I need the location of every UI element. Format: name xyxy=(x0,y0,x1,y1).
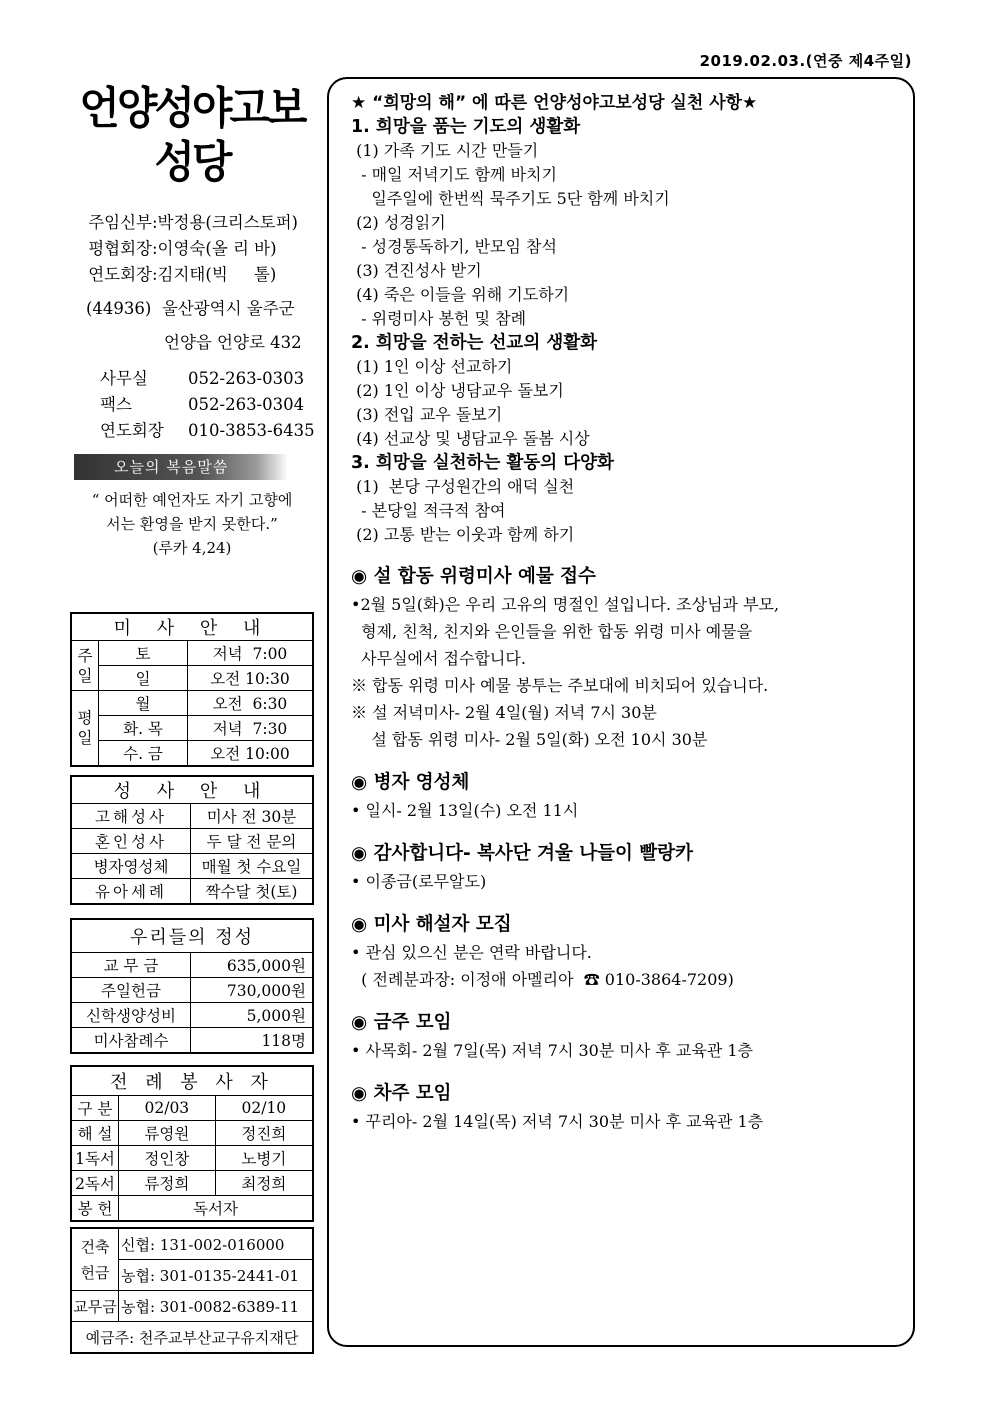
list-item: (2) 고통 받는 이웃과 함께 하기 xyxy=(351,525,575,544)
liturgy-person: 독서자 xyxy=(119,1196,314,1222)
building-fund-label: 건축 헌금 xyxy=(71,1228,119,1291)
table-row xyxy=(71,741,313,767)
offering-value: 730,000원 xyxy=(191,978,314,1003)
table-row xyxy=(71,1096,313,1121)
notice-title: ◉ 감사합니다- 복사단 겨울 나들이 빨랑카 xyxy=(351,843,693,864)
list-item: (1) 1인 이상 선교하기 xyxy=(351,357,513,376)
parish-logo xyxy=(76,82,308,190)
list-item: (3) 전입 교우 돌보기 xyxy=(351,405,503,424)
offering-name: 신학생양성비 xyxy=(71,1003,191,1028)
issue-date: 2019.02.03.(연중 제4주일) xyxy=(699,52,912,70)
contact-label: 연도회장 xyxy=(100,421,164,440)
list-item: (3) 견진성사 받기 xyxy=(351,261,482,280)
liturgy-person: 최정희 xyxy=(215,1171,313,1196)
mass-group-label xyxy=(71,691,99,767)
table-row xyxy=(71,879,313,905)
group-text: 주일 xyxy=(77,646,93,685)
tithe-label: 교무금 xyxy=(71,1291,119,1322)
mass-title: 미 사 안 내 xyxy=(71,613,313,641)
liturgy-key: 봉 헌 xyxy=(71,1196,119,1222)
contact-row xyxy=(70,418,314,444)
gospel-reference: (루카 4,24) xyxy=(152,539,232,557)
list-item: - 성경통독하기, 반모임 참석 xyxy=(351,237,557,256)
mass-time: 저녁 7:30 xyxy=(188,716,314,741)
table-row xyxy=(71,1121,313,1146)
sacrament-table xyxy=(70,775,314,905)
table-row xyxy=(71,1003,313,1028)
contact-row xyxy=(70,392,314,418)
list-item: - 본당일 적극적 참여 xyxy=(351,501,506,520)
sacrament-value: 매월 첫 수요일 xyxy=(191,854,314,879)
contacts xyxy=(70,366,314,444)
logo-line-1: 언양성야고보 xyxy=(79,83,305,134)
contact-value: 010-3853-6435 xyxy=(188,421,315,440)
table-row xyxy=(71,666,313,691)
staff-row xyxy=(70,236,314,262)
sacrament-value: 두 달 전 문의 xyxy=(191,829,314,854)
notice-section xyxy=(351,840,901,895)
table-row xyxy=(71,1291,313,1322)
list-item: (1) 가족 기도 시간 만들기 xyxy=(351,141,539,160)
staff-label: 평협회장 xyxy=(88,239,152,258)
staff-label: 주임신부 xyxy=(88,213,152,232)
sacrament-name: 혼인성사 xyxy=(71,829,191,854)
practice-list-3 xyxy=(351,475,901,547)
gospel-title: 오늘의 복음말씀 xyxy=(74,454,288,480)
account-number: 신협: 131-002-016000 xyxy=(119,1228,314,1260)
practice-list-1 xyxy=(351,139,901,331)
staff-value: :이영숙(올 리 바) xyxy=(152,239,277,258)
liturgy-key: 구 분 xyxy=(71,1096,119,1121)
list-item: (1) 본당 구성원간의 애덕 실천 xyxy=(351,477,575,496)
mass-schedule-table xyxy=(70,612,314,767)
contact-value: 052-263-0304 xyxy=(188,395,305,414)
liturgy-person: 노병기 xyxy=(215,1146,313,1171)
offering-title: 우리들의 정성 xyxy=(71,919,313,953)
sacrament-value: 미사 전 30분 xyxy=(191,804,314,829)
liturgy-date: 02/03 xyxy=(119,1096,216,1121)
staff-value: :김지태(빅 톨) xyxy=(152,265,277,284)
table-row xyxy=(71,854,313,879)
list-item: (2) 성경읽기 xyxy=(351,213,446,232)
list-item: (4) 선교상 및 냉담교우 돌봄 시상 xyxy=(351,429,590,448)
mass-day: 일 xyxy=(99,666,188,691)
liturgy-person: 정인창 xyxy=(119,1146,216,1171)
table-row xyxy=(71,1171,313,1196)
mass-day: 월 xyxy=(99,691,188,716)
notice-title: ◉ 미사 해설자 모집 xyxy=(351,914,512,935)
contact-label: 팩스 xyxy=(100,395,132,414)
notice-line: ( 전례분과장: 이정애 아멜리아 ☎ 010-3864-7209) xyxy=(351,970,734,989)
sacrament-name: 유아세례 xyxy=(71,879,191,905)
liturgy-date: 02/10 xyxy=(215,1096,313,1121)
sacrament-name: 고해성사 xyxy=(71,804,191,829)
liturgy-person: 류정희 xyxy=(119,1171,216,1196)
staff-row xyxy=(70,210,314,236)
staff-value: :박정용(크리스토퍼) xyxy=(152,213,298,232)
table-row xyxy=(71,953,313,978)
group-text: 평일 xyxy=(77,709,93,747)
notice-line: •2월 5일(화)은 우리 고유의 명절인 설입니다. 조상님과 부모, xyxy=(351,595,780,614)
notice-title: ◉ 설 합동 위령미사 예물 접수 xyxy=(351,566,596,587)
gospel-line: “ 어떠한 예언자도 자기 고향에 xyxy=(91,491,293,509)
mass-day: 토 xyxy=(99,641,188,666)
notice-title: ◉ 차주 모임 xyxy=(351,1083,452,1104)
notice-title: ◉ 병자 영성체 xyxy=(351,772,470,793)
table-row xyxy=(71,691,313,716)
notice-line: • 일시- 2월 13일(수) 오전 11시 xyxy=(351,801,579,820)
announcement-box xyxy=(327,77,915,1347)
notice-line: • 이종금(로무알도) xyxy=(351,872,487,891)
announcement-content xyxy=(351,91,901,1135)
contact-row xyxy=(70,366,314,392)
contact-label: 사무실 xyxy=(100,369,148,388)
notice-section xyxy=(351,563,901,753)
list-item: - 위령미사 봉헌 및 참례 xyxy=(351,309,527,328)
notice-line: ※ 합동 위령 미사 예물 봉투는 주보대에 비치되어 있습니다. xyxy=(351,676,769,695)
mass-day: 화. 목 xyxy=(99,716,188,741)
table-row xyxy=(71,716,313,741)
list-item: 일주일에 한번씩 묵주기도 5단 함께 바치기 xyxy=(351,189,670,208)
sacrament-title: 성 사 안 내 xyxy=(71,776,313,804)
account-holder: 예금주: 천주교부산교구유지재단 xyxy=(71,1322,313,1354)
mass-time: 오전 10:00 xyxy=(188,741,314,767)
practice-list-2 xyxy=(351,355,901,451)
notice-line: 형제, 친척, 친지와 은인들을 위한 합동 위령 미사 예물을 xyxy=(351,622,753,641)
practice-heading-3: 3. 희망을 실천하는 활동의 다양화 xyxy=(351,453,614,473)
practice-heading-2: 2. 희망을 전하는 선교의 생활화 xyxy=(351,333,598,353)
offering-name: 교 무 금 xyxy=(71,953,191,978)
staff-label: 연도회장 xyxy=(88,265,152,284)
list-item: - 매일 저녁기도 함께 바치기 xyxy=(351,165,557,184)
table-row xyxy=(71,1228,313,1260)
notice-section xyxy=(351,1080,901,1135)
staff-info xyxy=(70,210,314,444)
notice-sections xyxy=(351,563,901,1135)
liturgy-key: 1독서 xyxy=(71,1146,119,1171)
address-line-1: (44936) 울산광역시 울주군 xyxy=(86,299,295,318)
offering-value: 118명 xyxy=(191,1028,314,1054)
liturgy-key: 해 설 xyxy=(71,1121,119,1146)
accounts-table xyxy=(70,1227,314,1354)
sacrament-name: 병자영성체 xyxy=(71,854,191,879)
mass-day: 수. 금 xyxy=(99,741,188,767)
table-row xyxy=(71,1196,313,1222)
notice-line: • 사목회- 2월 7일(목) 저녁 7시 30분 미사 후 교육관 1층 xyxy=(351,1041,754,1060)
liturgy-person: 정진희 xyxy=(215,1121,313,1146)
table-row xyxy=(71,978,313,1003)
offering-name: 미사참례수 xyxy=(71,1028,191,1054)
liturgy-key: 2독서 xyxy=(71,1171,119,1196)
notice-line: • 관심 있으신 분은 연락 바랍니다. xyxy=(351,943,592,962)
notice-line: ※ 설 저녁미사- 2월 4일(월) 저녁 7시 30분 xyxy=(351,703,657,722)
account-number: 농협: 301-0082-6389-11 xyxy=(119,1291,314,1322)
table-row xyxy=(71,1322,313,1354)
liturgy-title: 전 례 봉 사 자 xyxy=(71,1066,313,1096)
notice-line: 설 합동 위령 미사- 2월 5일(화) 오전 10시 30분 xyxy=(351,730,708,749)
offering-value: 5,000원 xyxy=(191,1003,314,1028)
table-row xyxy=(71,1028,313,1054)
table-row xyxy=(71,804,313,829)
table-row xyxy=(71,829,313,854)
notice-title: ◉ 금주 모임 xyxy=(351,1012,452,1033)
notice-section xyxy=(351,769,901,824)
liturgy-person: 류영원 xyxy=(119,1121,216,1146)
table-row xyxy=(71,641,313,666)
mass-time: 저녁 7:00 xyxy=(188,641,314,666)
offering-table xyxy=(70,918,314,1054)
staff-row xyxy=(70,262,314,288)
notice-line: • 꾸리아- 2월 14일(목) 저녁 7시 30분 미사 후 교육관 1층 xyxy=(351,1112,764,1131)
table-row xyxy=(71,1146,313,1171)
mass-time: 오전 6:30 xyxy=(188,691,314,716)
address-line-2: 언양읍 언양로 432 xyxy=(164,333,302,352)
sacrament-value: 짝수달 첫(토) xyxy=(191,879,314,905)
mass-time: 오전 10:30 xyxy=(188,666,314,691)
account-number: 농협: 301-0135-2441-01 xyxy=(119,1260,314,1291)
practice-heading-1: 1. 희망을 품는 기도의 생활화 xyxy=(351,117,581,137)
logo-line-2: 성당 xyxy=(154,137,230,188)
practice-heading: ★ “희망의 해” 에 따른 언양성야고보성당 실천 사항★ xyxy=(351,93,758,113)
notice-section xyxy=(351,911,901,993)
left-column xyxy=(70,82,314,560)
liturgy-table xyxy=(70,1065,314,1222)
list-item: (2) 1인 이상 냉담교우 돌보기 xyxy=(351,381,564,400)
gospel-quote xyxy=(70,488,314,560)
list-item: (4) 죽은 이들을 위해 기도하기 xyxy=(351,285,570,304)
gospel-line: 서는 환영을 받지 못한다.” xyxy=(106,515,278,533)
notice-section xyxy=(351,1009,901,1064)
offering-name: 주일헌금 xyxy=(71,978,191,1003)
mass-group-label xyxy=(71,641,99,691)
notice-line: 사무실에서 접수합니다. xyxy=(351,649,526,668)
offering-value: 635,000원 xyxy=(191,953,314,978)
contact-value: 052-263-0303 xyxy=(188,369,305,388)
